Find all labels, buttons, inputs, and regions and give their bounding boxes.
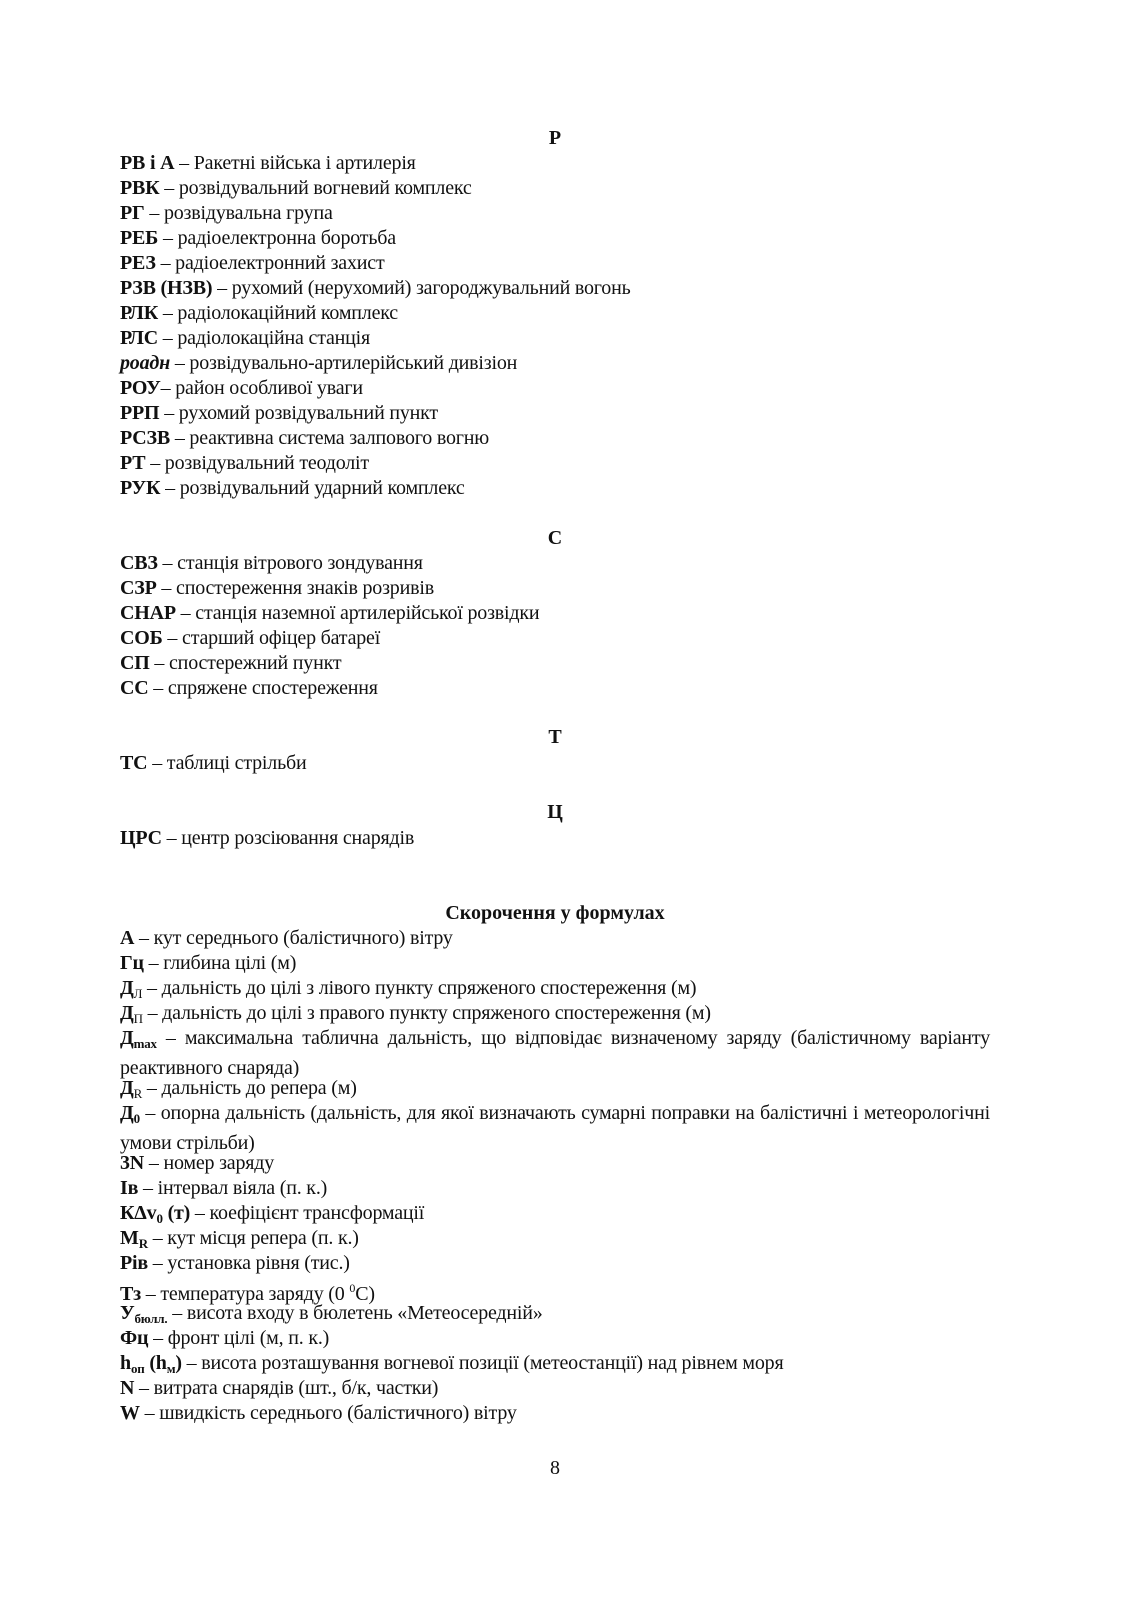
formula-entry: W – швидкість середнього (балістичного) вітру	[120, 1402, 517, 1424]
glossary-entry: РЛС – радіолокаційна станція	[120, 327, 371, 349]
glossary-entry: СВЗ – станція вітрового зондування	[120, 552, 423, 574]
formula-entry: $У_{бюлл.}$ – висота входу в бюлетень «Метеосередній»	[120, 1302, 543, 1326]
glossary-entry: ЦРС – центр розсіювання снарядів	[120, 827, 415, 849]
glossary-entry: РРП – рухомий розвідувальний пункт	[120, 402, 438, 424]
formula-entry: Гц – глибина цілі (м)	[120, 952, 297, 974]
formula-entry: $Д_{max}$ – максимальна таблична дальність, що відповідає визначеному заряду (балістичному варіанту реактивного снаряда)	[120, 1027, 990, 1079]
formula-entry: $Д_0$ – опорна дальність (дальність, для якої визначають сумарні поправки на балістичні і метеорологічні умови стрільби)	[120, 1102, 990, 1154]
glossary-entry: СОБ – старший офіцер батареї	[120, 627, 381, 649]
formula-entry: $Д_П$ – дальність до цілі з правого пункту спряженого спостереження (м)	[120, 1002, 711, 1026]
glossary-entry: РОУ– район особливої уваги	[120, 377, 363, 399]
formula-entry: $Д_R$ – дальність до репера (м)	[120, 1077, 357, 1101]
glossary-entry: РЕБ – радіоелектронна боротьба	[120, 227, 396, 249]
formula-entry: $М_R$ – кут місця репера (п. к.)	[120, 1227, 359, 1251]
glossary-entry: РЕЗ – радіоелектронний захист	[120, 252, 385, 274]
glossary-entry: РСЗВ – реактивна система залпового вогню	[120, 427, 490, 449]
section-heading-t: Т	[548, 726, 562, 748]
glossary-entry: РЗВ (НЗВ) – рухомий (нерухомий) загороджувальний вогонь	[120, 277, 631, 299]
glossary-entry: СС – спряжене спостереження	[120, 677, 378, 699]
section-heading-r: Р	[548, 127, 562, 149]
glossary-entry: СП – спостережний пункт	[120, 652, 342, 674]
page-number: 8	[550, 1457, 560, 1479]
formula-entry: Фц – фронт цілі (м, п. к.)	[120, 1327, 330, 1349]
glossary-entry: РГ – розвідувальна група	[120, 202, 333, 224]
formula-entry: 3N – номер заряду	[120, 1152, 275, 1174]
formula-entry: КΔv$_0$ (т) – коефіцієнт трансформації	[120, 1202, 425, 1226]
glossary-entry: РТ – розвідувальний теодоліт	[120, 452, 369, 474]
formula-entry: Рів – установка рівня (тис.)	[120, 1252, 350, 1274]
glossary-entry: роадн – розвідувально-артилерійський дивізіон	[120, 352, 518, 374]
section-heading-ts: Ц	[547, 801, 563, 823]
glossary-entry: СНАР – станція наземної артилерійської розвідки	[120, 602, 540, 624]
section-heading-s: С	[547, 527, 563, 549]
formula-entry: $h_{оп}$ $(h_м)$ – висота розташування вогневої позиції (метеостанції) над рівнем моря	[120, 1352, 784, 1376]
glossary-entry: ТС – таблиці стрільби	[120, 752, 307, 774]
formula-entry: N – витрата снарядів (шт., б/к, частки)	[120, 1377, 439, 1399]
formula-entry: А – кут середнього (балістичного) вітру	[120, 927, 453, 949]
glossary-entry: РЛК – радіолокаційний комплекс	[120, 302, 398, 324]
glossary-entry: РВ і А – Ракетні війська і артилерія	[120, 152, 416, 174]
formula-entry: $Д_Л$ – дальність до цілі з лівого пункту спряженого спостереження (м)	[120, 977, 697, 1001]
formula-entry: Ів – інтервал віяла (п. к.)	[120, 1177, 328, 1199]
glossary-entry: РВК – розвідувальний вогневий комплекс	[120, 177, 472, 199]
glossary-entry: РУК – розвідувальний ударний комплекс	[120, 477, 465, 499]
glossary-entry: СЗР – спостереження знаків розривів	[120, 577, 434, 599]
formulas-heading: Скорочення у формулах	[445, 902, 665, 924]
formula-entry: Тз – температура заряду (0 $^0$С)	[120, 1281, 375, 1305]
